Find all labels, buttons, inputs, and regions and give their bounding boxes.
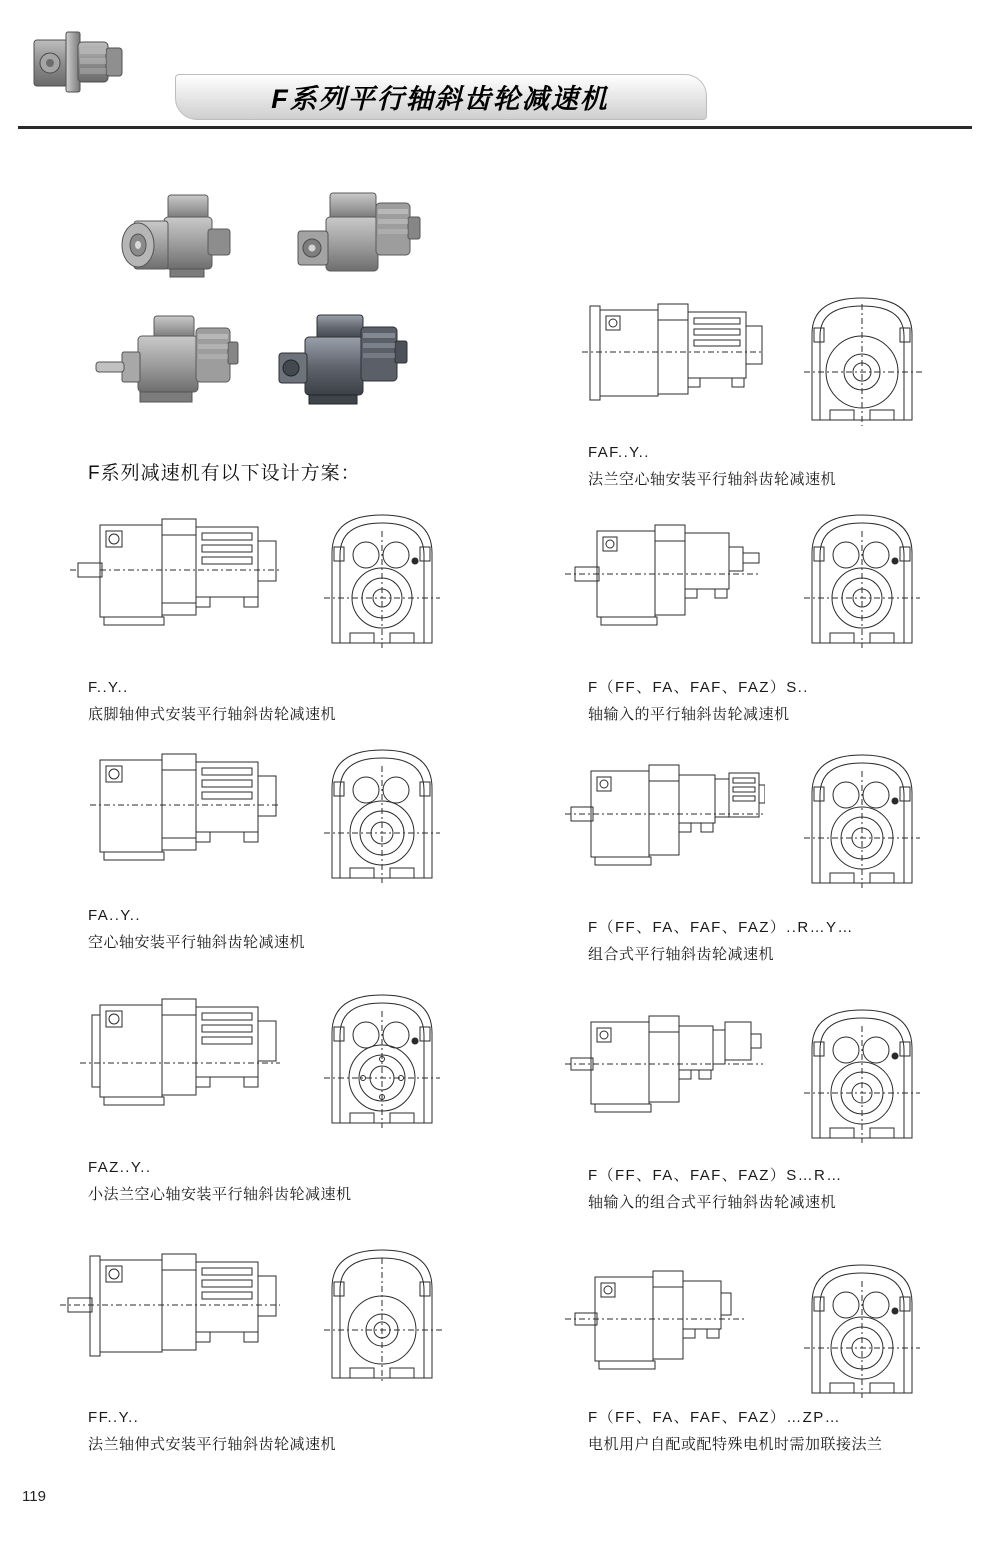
left-item-3-code: FF..Y.. xyxy=(88,1409,140,1426)
diagram-fs-front-view xyxy=(800,503,930,648)
photo-f-foot-mounted-gearmotor xyxy=(92,310,242,418)
diagram-ff-front-view xyxy=(320,1238,450,1383)
photo-f-hollow-shaft-gearmotor xyxy=(290,185,425,295)
gearbox-photo-icon xyxy=(30,22,126,104)
right-item-3-code: F（FF、FA、FAF、FAZ）S…R… xyxy=(588,1167,843,1184)
diagram-ff-side-view xyxy=(60,1240,290,1380)
diagram-fsr-side-view xyxy=(565,1000,765,1135)
diagram-f-side-view xyxy=(70,505,290,645)
diagram-faf-side-view xyxy=(570,288,770,423)
diagram-fzp-side-view xyxy=(565,1255,765,1390)
diagram-f-front-view xyxy=(320,503,450,648)
left-item-1-desc: 空心轴安装平行轴斜齿轮减速机 xyxy=(88,934,306,951)
section-heading: F系列减速机有以下设计方案： xyxy=(88,463,361,484)
page-number: 119 xyxy=(22,1488,46,1505)
diagram-fsr-front-view xyxy=(800,998,930,1143)
right-item-1-code: F（FF、FA、FAF、FAZ）S.. xyxy=(588,679,809,696)
diagram-fa-side-view xyxy=(70,740,290,880)
right-item-4-code: F（FF、FA、FAF、FAZ）…ZP… xyxy=(588,1409,842,1426)
left-item-3-desc: 法兰轴伸式安装平行轴斜齿轮减速机 xyxy=(88,1436,337,1453)
diagram-fs-side-view xyxy=(565,505,765,645)
right-item-2-desc: 组合式平行轴斜齿轮减速机 xyxy=(588,946,775,963)
right-item-1-desc: 轴输入的平行轴斜齿轮减速机 xyxy=(588,706,790,723)
left-item-1-code: FA..Y.. xyxy=(88,907,141,924)
diagram-faf-front-view xyxy=(800,286,930,426)
right-item-3-desc: 轴输入的组合式平行轴斜齿轮减速机 xyxy=(588,1194,837,1211)
diagram-faz-front-view xyxy=(320,983,450,1128)
left-item-2-code: FAZ..Y.. xyxy=(88,1159,152,1176)
photo-f-gearmotor-with-motor xyxy=(265,305,415,420)
diagram-fr-side-view xyxy=(565,745,765,885)
page-header xyxy=(0,0,990,132)
left-item-0-desc: 底脚轴伸式安装平行轴斜齿轮减速机 xyxy=(88,706,337,723)
right-item-4-desc: 电机用户自配或配特殊电机时需加联接法兰 xyxy=(588,1436,883,1453)
diagram-faz-side-view xyxy=(70,985,290,1125)
right-item-0-desc: 法兰空心轴安装平行轴斜齿轮减速机 xyxy=(588,471,837,488)
diagram-fa-front-view xyxy=(320,738,450,883)
page-title: F系列平行轴斜齿轮减速机 xyxy=(271,83,609,114)
header-divider xyxy=(18,126,972,129)
left-item-2-desc: 小法兰空心轴安装平行轴斜齿轮减速机 xyxy=(88,1186,352,1203)
left-item-0-code: F..Y.. xyxy=(88,679,129,696)
diagram-fr-front-view xyxy=(800,743,930,888)
photo-f-flange-gearmotor xyxy=(110,185,240,295)
right-item-2-code: F（FF、FA、FAF、FAZ）..R…Y… xyxy=(588,919,854,936)
right-item-0-code: FAF..Y.. xyxy=(588,444,650,461)
diagram-fzp-front-view xyxy=(800,1253,930,1398)
